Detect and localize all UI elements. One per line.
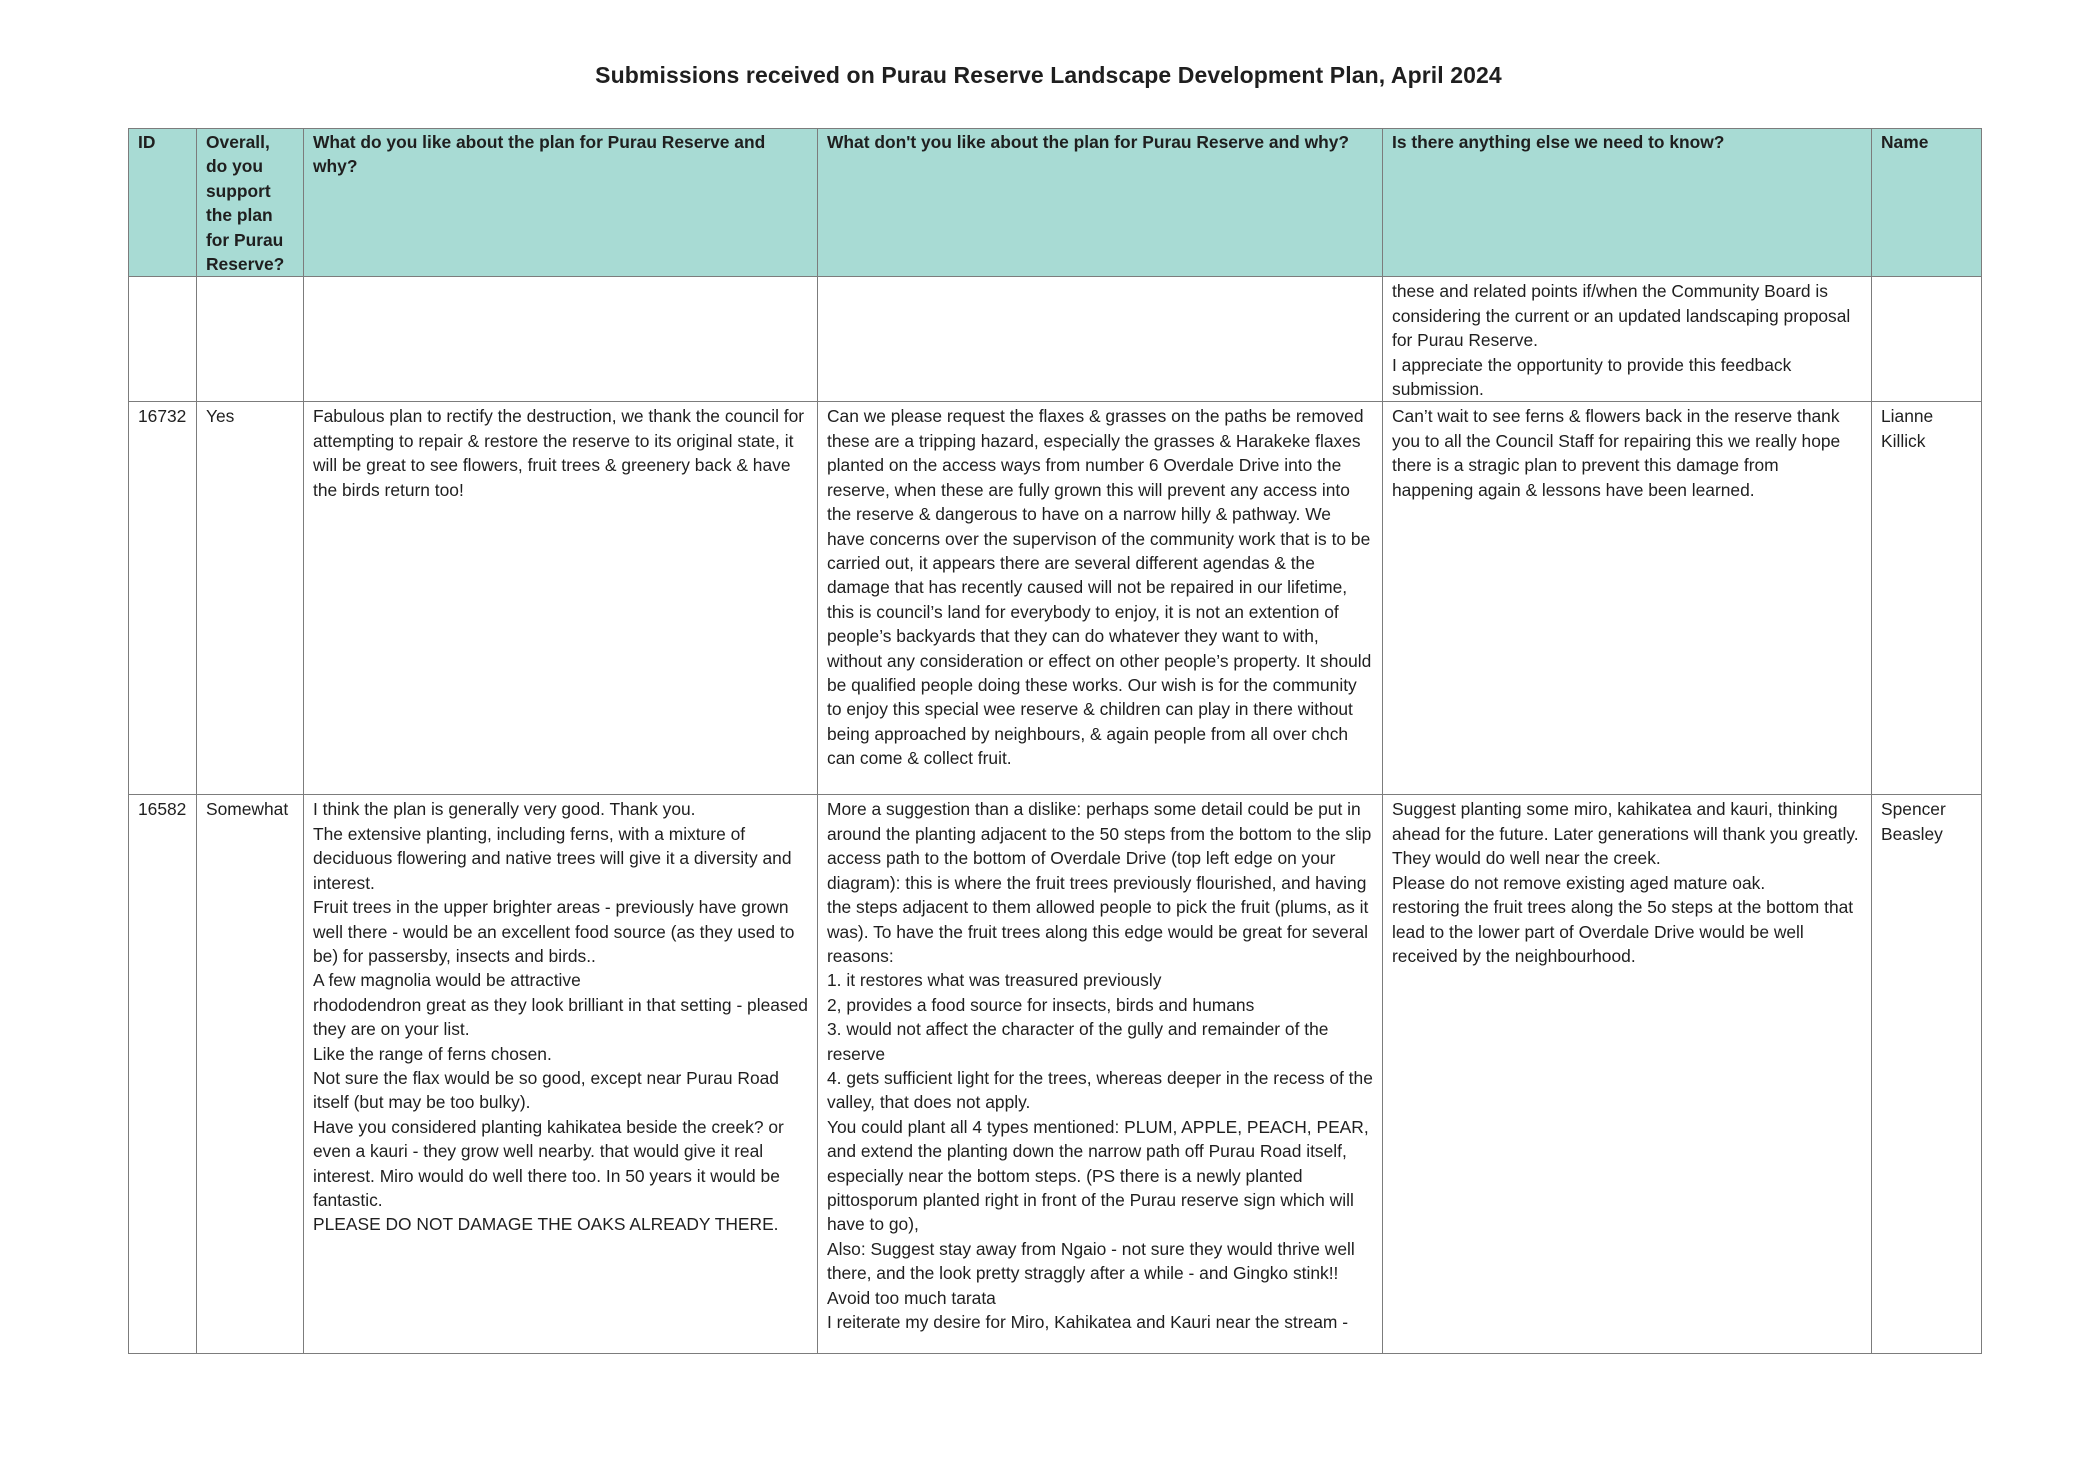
cell-id bbox=[129, 277, 197, 402]
cell-anything-else: these and related points if/when the Community Board is considering the current or an updated landscaping proposal for Purau Reserve. I appreciate the opportunity to provide this feedback submission. bbox=[1383, 277, 1872, 402]
header-anything-else: Is there anything else we need to know? bbox=[1383, 129, 1872, 277]
table-row bbox=[129, 277, 1982, 402]
header-like: What do you like about the plan for Purau Reserve and why? bbox=[304, 129, 818, 277]
cell-name: Lianne Killick bbox=[1872, 402, 1982, 795]
cell-name: Spencer Beasley bbox=[1872, 795, 1982, 1354]
cell-dislike: More a suggestion than a dislike: perhaps some detail could be put in around the planting adjacent to the 50 steps from the bottom to the slip access path to the bottom of Overdale Drive (top left edge on your diagram): this is where the fruit trees previously flourished, and having the steps adjacent to them allowed people to pick the fruit (plums, as it was). To have the fruit trees along this edge would be great for several reasons: 1. it restores what was treasured previously 2, provides a food source for insects, birds and humans 3. would not affect the character of the gully and remainder of the reserve 4. gets sufficient light for the trees, whereas deeper in the recess of the valley, that does not apply. You could plant all 4 types mentioned: PLUM, APPLE, PEACH, PEAR, and extend the planting down the narrow path off Purau Road itself, especially near the bottom steps. (PS there is a newly planted pittosporum planted right in front of the Purau reserve sign which will have to go), Also: Suggest stay away from Ngaio - not sure they would thrive well there, and the look pretty straggly after a while - and Gingko stink!! Avoid too much tarata I reiterate my desire for Miro, Kahikatea and Kauri near the stream - bbox=[818, 795, 1383, 1354]
cell-support: Somewhat bbox=[197, 795, 304, 1354]
cell-id: 16732 bbox=[129, 402, 197, 795]
table-row bbox=[129, 795, 1982, 1354]
cell-name bbox=[1872, 277, 1982, 402]
submissions-table bbox=[128, 128, 1982, 1354]
cell-anything-else: Suggest planting some miro, kahikatea and kauri, thinking ahead for the future. Later generations will thank you greatly. They would do well near the creek. Please do not remove existing aged mature oak. restoring the fruit trees along the 5o steps at the bottom that lead to the lower part of Overdale Drive would be well received by the neighbourhood. bbox=[1383, 795, 1872, 1354]
table-row bbox=[129, 402, 1982, 795]
cell-like: Fabulous plan to rectify the destruction, we thank the council for attempting to repair & restore the reserve to its original state, it will be great to see flowers, fruit trees & greenery back & have the birds return too! bbox=[304, 402, 818, 795]
header-support: Overall, do you support the plan for Purau Reserve? bbox=[197, 129, 304, 277]
cell-like: I think the plan is generally very good. Thank you. The extensive planting, including ferns, with a mixture of deciduous flowering and native trees will give it a diversity and interest. Fruit trees in the upper brighter areas - previously have grown well there - would be an excellent food source (as they used to be) for passersby, insects and birds.. A few magnolia would be attractive rhododendron great as they look brilliant in that setting - pleased they are on your list. Like the range of ferns chosen. Not sure the flax would be so good, except near Purau Road itself (but may be too bulky). Have you considered planting kahikatea beside the creek? or even a kauri - they grow well nearby. that would give it real interest. Miro would do well there too. In 50 years it would be fantastic. PLEASE DO NOT DAMAGE THE OAKS ALREADY THERE. bbox=[304, 795, 818, 1354]
page-title: Submissions received on Purau Reserve Landscape Development Plan, April 2024 bbox=[595, 62, 1502, 88]
cell-support bbox=[197, 277, 304, 402]
header-name: Name bbox=[1872, 129, 1982, 277]
header-dislike: What don't you like about the plan for Purau Reserve and why? bbox=[818, 129, 1383, 277]
cell-like bbox=[304, 277, 818, 402]
cell-dislike bbox=[818, 277, 1383, 402]
cell-support: Yes bbox=[197, 402, 304, 795]
header-id: ID bbox=[129, 129, 197, 277]
cell-dislike: Can we please request the flaxes & grasses on the paths be removed these are a tripping hazard, especially the grasses & Harakeke flaxes planted on the access ways from number 6 Overdale Drive into the reserve, when these are fully grown this will prevent any access into the reserve & dangerous to have on a narrow hilly & pathway. We have concerns over the supervison of the community work that is to be carried out, it appears there are several different agendas & the damage that has recently caused will not be repaired in our lifetime, this is council’s land for everybody to enjoy, it is not an extention of people’s backyards that they can do whatever they want to with, without any consideration or effect on other people’s property. It should be qualified people doing these works. Our wish is for the community to enjoy this special wee reserve & children can play in there without being approached by neighbours, & again people from all over chch can come & collect fruit. bbox=[818, 402, 1383, 795]
table-header-row bbox=[129, 129, 1982, 277]
cell-anything-else: Can’t wait to see ferns & flowers back in the reserve thank you to all the Council Staff for repairing this we really hope there is a stragic plan to prevent this damage from happening again & lessons have been learned. bbox=[1383, 402, 1872, 795]
cell-id: 16582 bbox=[129, 795, 197, 1354]
